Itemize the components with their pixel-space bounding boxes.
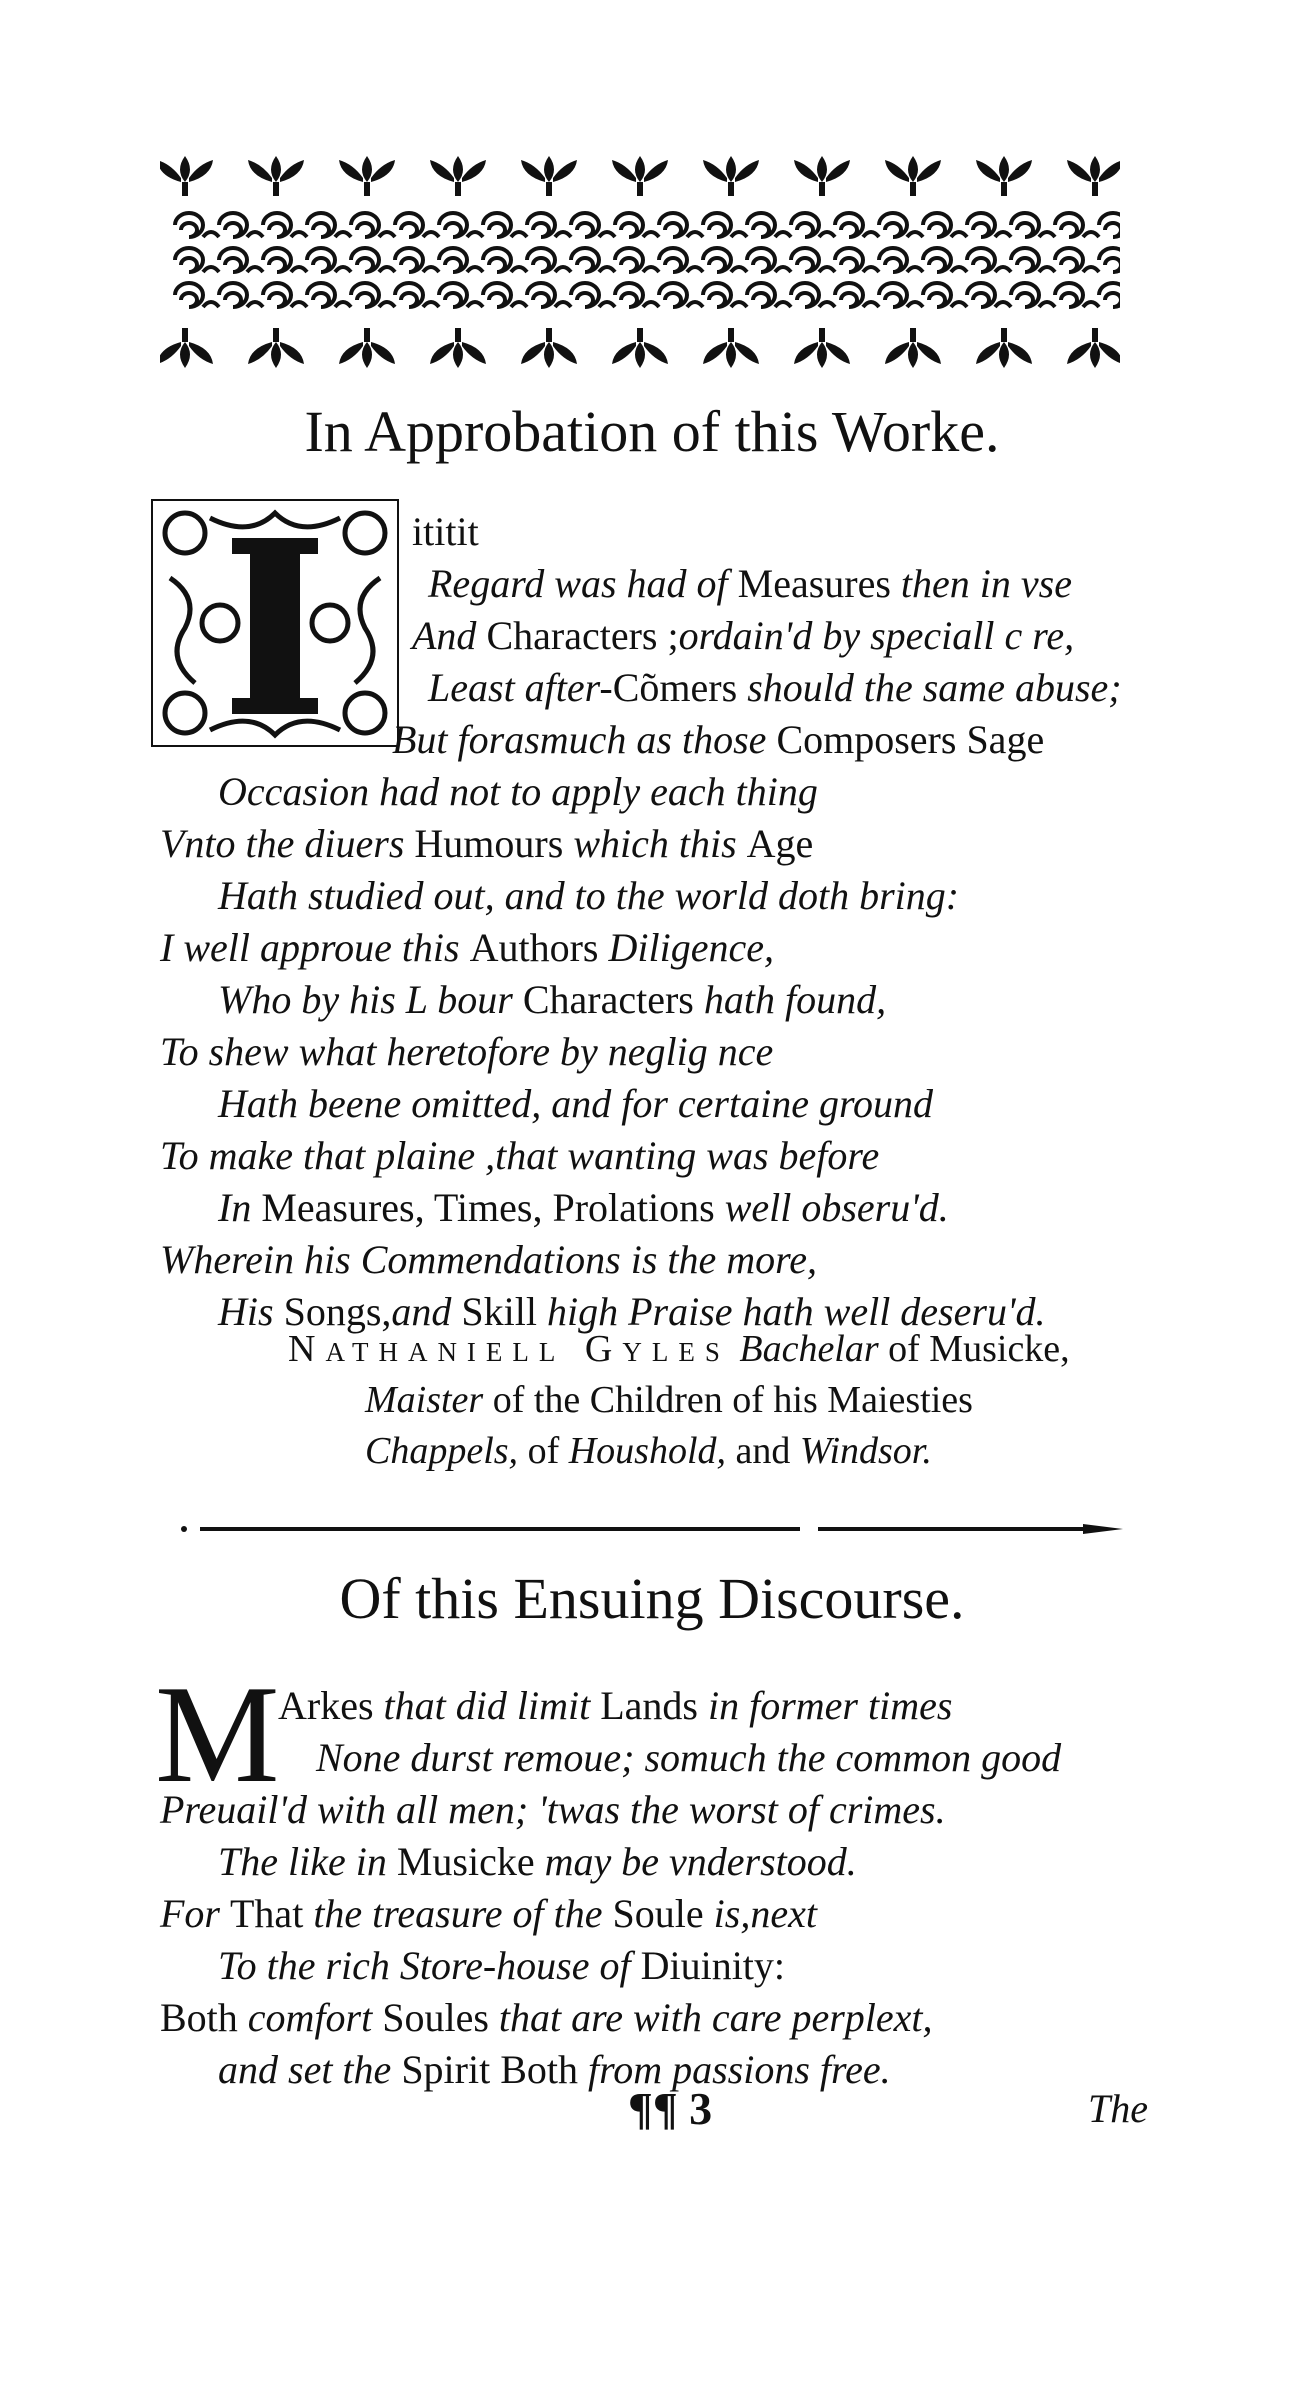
fleur-de-lis-icon	[521, 328, 577, 368]
scroll-ornament	[439, 248, 483, 272]
text-segment: the treasure of the	[313, 1891, 613, 1936]
text-segment: Cõmers	[612, 665, 748, 710]
scroll-ornament	[439, 283, 483, 307]
poem-line	[428, 664, 1122, 712]
text-segment: high Praise hath well deseru'd.	[546, 1289, 1046, 1334]
scroll-ornament	[659, 283, 703, 307]
text-segment: and set the	[218, 2047, 402, 2092]
text-segment: Hath beene omitted, and for certaine ground	[218, 1081, 934, 1126]
poem-line	[316, 1734, 1061, 1782]
fleur-de-lis-icon	[339, 328, 395, 368]
text-segment: Wherein his Commendations is the more,	[160, 1237, 817, 1282]
heading-approbation: In Approbation of this Worke.	[304, 399, 1000, 464]
text-segment: Age	[746, 821, 814, 866]
text-segment: None durst remoue; somuch the common good	[316, 1735, 1062, 1780]
text-segment: Bachelar	[739, 1328, 879, 1370]
poem-line	[218, 1184, 949, 1232]
scroll-ornament	[879, 213, 923, 237]
poem-line	[160, 820, 813, 868]
scroll-ornament	[263, 248, 307, 272]
text-segment: comfort	[247, 1995, 383, 2040]
scroll-ornament	[1011, 213, 1055, 237]
signature-line-2	[365, 1378, 973, 1422]
fleur-de-lis-icon	[160, 156, 213, 196]
fleur-de-lis-icon	[703, 328, 759, 368]
scroll-ornament	[395, 213, 439, 237]
text-segment: Occasion had not to apply each thing	[218, 769, 818, 814]
fleur-de-lis-icon	[430, 156, 486, 196]
scroll-ornament	[791, 213, 835, 237]
fleur-de-lis-icon	[612, 156, 668, 196]
scroll-ornament	[659, 248, 703, 272]
text-segment: Diligence,	[608, 925, 774, 970]
fleur-de-lis-icon	[612, 328, 668, 368]
text-segment: Vnto the diuers	[160, 821, 415, 866]
scroll-ornament	[615, 213, 659, 237]
text-segment: Chappels,	[365, 1430, 519, 1472]
poem-line	[412, 508, 479, 556]
poem-line	[218, 976, 886, 1024]
text-segment: of	[518, 1430, 569, 1472]
scroll-ornament	[175, 213, 219, 237]
fleur-de-lis-icon	[339, 156, 395, 196]
scroll-ornament	[923, 213, 967, 237]
scroll-ornament	[351, 283, 395, 307]
scroll-ornament	[571, 283, 615, 307]
text-segment: Houshold,	[568, 1430, 727, 1472]
poem-line	[278, 1682, 952, 1730]
poem-line	[428, 560, 1072, 608]
scroll-ornament	[439, 213, 483, 237]
text-segment: Both	[160, 1995, 248, 2040]
text-segment: it	[412, 509, 435, 554]
text-segment: that are with care perplext,	[498, 1995, 933, 2040]
poem-line	[218, 1838, 857, 1886]
scroll-ornament	[1099, 213, 1120, 237]
text-segment: Soule	[612, 1891, 714, 1936]
text-segment: it	[456, 509, 479, 554]
text-segment: Characters ;	[486, 613, 679, 658]
text-segment: and	[726, 1430, 800, 1472]
text-segment: Lands	[600, 1683, 708, 1728]
scroll-ornament	[483, 283, 527, 307]
scroll-ornament	[307, 213, 351, 237]
text-segment: But forasmuch as those	[392, 717, 777, 762]
text-segment: To the rich Store-house of	[218, 1943, 641, 1988]
text-segment: of Musicke,	[878, 1328, 1070, 1370]
poem-line	[218, 1080, 933, 1128]
section-divider-rule	[178, 1518, 1128, 1540]
fleur-de-lis-icon	[430, 328, 486, 368]
scroll-ornament	[527, 213, 571, 237]
text-segment: Diuinity:	[640, 1943, 786, 1988]
text-segment: Songs,	[283, 1289, 392, 1334]
poem-line	[160, 1236, 817, 1284]
scroll-ornament	[571, 213, 615, 237]
poem-line	[412, 612, 1074, 660]
text-segment: is,next	[713, 1891, 817, 1936]
text-segment: That	[230, 1891, 314, 1936]
text-segment: To make that plaine ,that wanting was before	[160, 1133, 880, 1178]
scroll-ornament	[175, 248, 219, 272]
scroll-ornament	[307, 283, 351, 307]
scroll-ornament	[263, 213, 307, 237]
poem-line	[160, 1994, 933, 2042]
text-segment: Soules	[382, 1995, 499, 2040]
poem-line	[160, 924, 774, 972]
fleur-de-lis-icon	[1067, 156, 1120, 196]
scroll-ornament	[879, 283, 923, 307]
poem-line	[218, 872, 959, 920]
scroll-ornament	[791, 248, 835, 272]
fleur-de-lis-icon	[703, 156, 759, 196]
text-segment: Windsor.	[799, 1430, 932, 1472]
text-segment: Who by his L bour	[218, 977, 523, 1022]
scroll-ornament	[175, 283, 219, 307]
text-segment: that did limit	[383, 1683, 601, 1728]
text-segment: Spirit Both	[401, 2047, 589, 2092]
text-segment: in former times	[707, 1683, 953, 1728]
poem-line	[392, 716, 1044, 764]
text-segment: Authors	[469, 925, 609, 970]
scroll-ornament	[747, 283, 791, 307]
decorated-initial-i	[150, 498, 400, 748]
scroll-ornament	[483, 248, 527, 272]
fleur-de-lis-icon	[1067, 328, 1120, 368]
text-segment: Maister	[365, 1379, 484, 1421]
poem-line	[160, 1786, 946, 1834]
text-segment: His	[218, 1289, 284, 1334]
scroll-ornament	[527, 248, 571, 272]
text-segment: Regard was had of	[428, 561, 738, 606]
scroll-ornament	[395, 248, 439, 272]
scroll-ornament	[351, 248, 395, 272]
scroll-ornament	[351, 213, 395, 237]
text-segment: The like in	[218, 1839, 397, 1884]
scroll-ornament	[703, 283, 747, 307]
fleur-de-lis-icon	[521, 156, 577, 196]
scroll-ornament	[747, 213, 791, 237]
scroll-ornament	[967, 213, 1011, 237]
author-name: Nathaniell Gyles	[288, 1328, 730, 1370]
text-segment: may be vnderstood.	[544, 1839, 857, 1884]
text-segment: In	[218, 1185, 262, 1230]
fleur-de-lis-icon	[976, 328, 1032, 368]
drop-letter-m: M	[155, 1657, 280, 1812]
poem-line	[218, 2046, 891, 2094]
text-segment: Measures, Times, Prolations	[261, 1185, 725, 1230]
scroll-ornament	[879, 248, 923, 272]
text-segment: should the same abuse;	[747, 665, 1122, 710]
poem-line	[160, 1028, 773, 1076]
scroll-ornament	[835, 213, 879, 237]
text-segment: Least after-	[428, 665, 613, 710]
text-segment: Humours	[414, 821, 574, 866]
scroll-ornament	[219, 248, 263, 272]
text-segment: I well approue this	[160, 925, 470, 970]
text-segment: Musicke	[396, 1839, 545, 1884]
scroll-ornament	[1099, 283, 1120, 307]
scroll-ornament	[659, 213, 703, 237]
poem-line	[160, 1890, 817, 1938]
text-segment: Measures	[737, 561, 901, 606]
scroll-ornament	[791, 283, 835, 307]
catchword: The	[1088, 2086, 1148, 2131]
text-segment: and	[391, 1289, 462, 1334]
poem-line	[160, 1132, 879, 1180]
scroll-ornament	[1055, 283, 1099, 307]
scroll-ornament	[747, 248, 791, 272]
text-segment: of the Children of his Maiesties	[483, 1379, 973, 1421]
scroll-ornament	[615, 248, 659, 272]
text-segment: from passions free.	[588, 2047, 891, 2092]
scroll-ornament	[395, 283, 439, 307]
scroll-ornament	[527, 283, 571, 307]
text-segment: it	[434, 509, 457, 554]
fleur-de-lis-icon	[976, 156, 1032, 196]
scroll-ornament	[615, 283, 659, 307]
heading-ensuing-discourse: Of this Ensuing Discourse.	[339, 1566, 965, 1631]
text-segment: Composers Sage	[776, 717, 1045, 762]
scroll-ornament	[1099, 248, 1120, 272]
text-segment: well obseru'd.	[724, 1185, 949, 1230]
scroll-ornament	[1011, 283, 1055, 307]
text-segment: hath found,	[703, 977, 887, 1022]
fleur-de-lis-icon	[248, 328, 304, 368]
fleur-de-lis-icon	[885, 328, 941, 368]
signature-line-1	[288, 1327, 1070, 1371]
scroll-ornament	[263, 283, 307, 307]
text-segment: Skill	[461, 1289, 547, 1334]
scroll-ornament	[1055, 213, 1099, 237]
scroll-ornament	[703, 248, 747, 272]
scroll-ornament	[923, 283, 967, 307]
text-segment: which this	[573, 821, 747, 866]
scroll-ornament	[483, 213, 527, 237]
text-segment: Arkes	[278, 1683, 384, 1728]
fleur-de-lis-icon	[160, 328, 213, 368]
scroll-ornament	[703, 213, 747, 237]
fleur-de-lis-icon	[794, 156, 850, 196]
scroll-ornament	[1055, 248, 1099, 272]
scroll-ornament	[219, 213, 263, 237]
poem-line	[218, 768, 818, 816]
text-segment: then in vse	[900, 561, 1072, 606]
scroll-ornament	[219, 283, 263, 307]
ornamental-headpiece	[160, 150, 1120, 375]
signature-mark: ¶¶ 3	[628, 2083, 713, 2134]
scroll-ornament	[967, 283, 1011, 307]
text-segment: Hath studied out, and to the world doth bring:	[218, 873, 960, 918]
scroll-ornament	[967, 248, 1011, 272]
scroll-ornament	[923, 248, 967, 272]
text-segment: And	[412, 613, 487, 658]
scroll-ornament	[835, 283, 879, 307]
signature-line-3	[365, 1429, 932, 1473]
fleur-de-lis-icon	[248, 156, 304, 196]
scroll-ornament	[1011, 248, 1055, 272]
fleur-de-lis-icon	[885, 156, 941, 196]
text-segment: Preuail'd with all men; 'twas the worst of crimes.	[160, 1787, 946, 1832]
poem-line	[218, 1942, 785, 1990]
text-segment: ordain'd by speciall c re,	[678, 613, 1075, 658]
scroll-ornament	[571, 248, 615, 272]
fleur-de-lis-icon	[794, 328, 850, 368]
text-segment: To shew what heretofore by neglig nce	[160, 1029, 774, 1074]
text-segment: For	[160, 1891, 230, 1936]
scroll-ornament	[835, 248, 879, 272]
text-segment: Characters	[522, 977, 704, 1022]
scroll-ornament	[307, 248, 351, 272]
